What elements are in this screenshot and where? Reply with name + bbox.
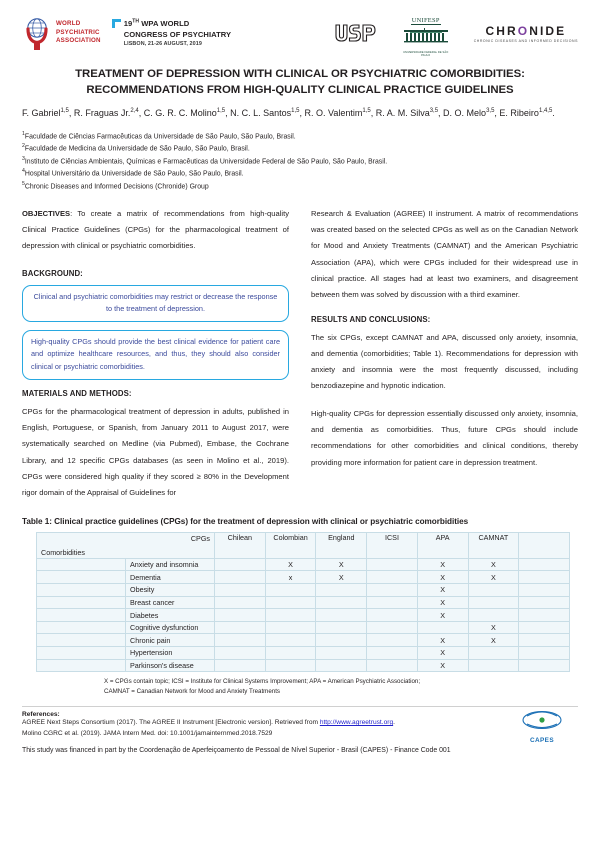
row-mark xyxy=(316,647,367,660)
table-row xyxy=(37,596,570,609)
usp-logo-icon xyxy=(334,22,378,44)
chronide-dot-icon: O xyxy=(517,23,530,38)
row-label: Anxiety and insomnia xyxy=(126,558,215,571)
table-row xyxy=(37,621,570,634)
reference-item-2: Molino CGRC et al. (2019). JAMA Intern Med. doi: 10.1001/jamainternmed.2018.7529 xyxy=(22,729,273,737)
table-row xyxy=(37,659,570,672)
row-trailing-cell xyxy=(519,571,570,584)
background-callout-1 xyxy=(22,285,289,322)
affiliation-item: $^5$Chronic Diseases and Informed Decisions (Chronide) Group xyxy=(22,180,209,191)
left-column xyxy=(22,206,289,501)
row-mark xyxy=(265,634,316,647)
row-mark xyxy=(265,609,316,622)
results-paragraph-2: High-quality CPGs for depression essentially discussed only anxiety, insomnia, and dementia as comorbidities. Thus, future CPGs should include recommendations for other comorbidities and clinical conditions, thereby providing more information for patient care in depression treatment. xyxy=(311,409,578,467)
wpa-logo xyxy=(22,16,101,50)
row-mark: X xyxy=(417,558,468,571)
row-mark xyxy=(215,609,266,622)
background-callout-2-text: High-quality CPGs should provide the best clinical evidence for patient care and optimize healthcare resources, and thus, they should also consider clinical or psychiatric comorbidities. xyxy=(31,336,280,371)
table-col-header-trailing xyxy=(519,532,570,558)
affiliation-item: $^3$Instituto de Ciências Ambientais, Químicas e Farmacêuticas da Universidade Federal de São Paulo, São Paulo, Brasil. xyxy=(22,155,388,166)
table-col-header-camnat: CAMNAT xyxy=(468,532,519,558)
methods-continued-text: Research & Evaluation (AGREE) II instrument. A matrix of recommendations was created based on the selected CPGs as well as on the Canadian Network for Mood and Anxiety Treatments (CAMNAT) and the American Psychiatric Association (APA), which were CPGs included for their widespread use in clinical practice. All stages had at least two examiners, and disagreement between them was solved by discussion with a third examiner. xyxy=(311,209,578,299)
results-conclusions-heading: RESULTS AND CONCLUSIONS: xyxy=(311,314,431,324)
row-mark xyxy=(215,596,266,609)
row-mark xyxy=(215,659,266,672)
row-mark xyxy=(468,647,519,660)
unifesp-logo xyxy=(400,9,452,57)
reference-item-1: AGREE Next Steps Consortium (2017). The AGREE II Instrument [Electronic version]. Retrieved from http://www.agreetrust.org. xyxy=(22,719,395,727)
row-mark xyxy=(417,621,468,634)
table-col-header-apa: APA xyxy=(417,532,468,558)
row-mark xyxy=(316,609,367,622)
table-corner-header xyxy=(37,532,215,558)
row-mark xyxy=(265,659,316,672)
row-mark: X xyxy=(316,558,367,571)
row-trailing-cell xyxy=(519,558,570,571)
row-mark: X xyxy=(417,659,468,672)
table-corner-cpgs-label: CPGs xyxy=(190,533,210,543)
affiliation-item: $^4$Hospital Universitário da Universidade de São Paulo, São Paulo, Brasil. xyxy=(22,168,244,178)
affiliation-item: $^2$Faculdade de Medicina da Universidade de São Paulo, São Paulo, Brasil. xyxy=(22,143,250,153)
body-columns xyxy=(22,206,578,501)
table-head xyxy=(37,532,570,558)
agreetrust-link[interactable]: http://www.agreetrust.org xyxy=(319,719,394,727)
background-callout-2 xyxy=(22,330,289,381)
row-trailing-cell xyxy=(519,584,570,597)
poster-title: TREATMENT OF DEPRESSION WITH CLINICAL OR PSYCHIATRIC COMORBIDITIES: RECOMMENDATIONS FROM HIGH-QUALITY CLINICAL PRACTICE GUIDELINES xyxy=(75,68,525,97)
row-trailing-cell xyxy=(519,609,570,622)
row-mark: X xyxy=(265,558,316,571)
cpg-comorbidities-table xyxy=(36,532,570,672)
row-trailing-cell xyxy=(519,621,570,634)
row-mark: X xyxy=(468,558,519,571)
background-callout-1-text: Clinical and psychiatric comorbidities may restrict or decrease the response to the treatment of depression. xyxy=(33,291,278,313)
unifesp-building-icon xyxy=(400,27,452,45)
row-label: Diabetes xyxy=(126,609,215,622)
row-label: Breast cancer xyxy=(126,596,215,609)
row-mark xyxy=(468,596,519,609)
row-mark xyxy=(265,584,316,597)
chronide-logo-name: CHRONIDE xyxy=(485,23,567,38)
row-mark xyxy=(215,621,266,634)
row-mark: X xyxy=(417,609,468,622)
row-mark: X xyxy=(468,571,519,584)
row-trailing-cell xyxy=(519,596,570,609)
row-mark xyxy=(215,647,266,660)
table-footnote-line-1: X = CPGs contain topic; ICSI = Institute for Clinical Systems Improvement; APA = American Psychiatric Association; xyxy=(104,678,421,686)
row-mark: x xyxy=(265,571,316,584)
partner-logos xyxy=(334,9,578,57)
table-corner-comorbidities-label: Comorbidities xyxy=(41,547,85,557)
wpa-logo-text xyxy=(56,20,101,47)
row-mark: X xyxy=(417,634,468,647)
objectives-label: OBJECTIVES xyxy=(22,209,71,219)
row-mark xyxy=(468,659,519,672)
table-body xyxy=(37,558,570,671)
row-indent-cell xyxy=(37,571,126,584)
row-label: Parkinson's disease xyxy=(126,659,215,672)
row-mark xyxy=(468,584,519,597)
row-label: Hypertension xyxy=(126,647,215,660)
references-section xyxy=(22,711,578,754)
row-trailing-cell xyxy=(519,647,570,660)
capes-logo-label: CAPES xyxy=(529,737,555,745)
row-mark xyxy=(367,584,418,597)
table-row xyxy=(37,571,570,584)
row-mark xyxy=(265,647,316,660)
table-row xyxy=(37,634,570,647)
table-col-header-colombian: Colombian xyxy=(265,532,316,558)
row-mark xyxy=(316,659,367,672)
row-indent-cell xyxy=(37,584,126,597)
row-mark xyxy=(367,596,418,609)
row-mark: X xyxy=(417,571,468,584)
row-mark xyxy=(316,634,367,647)
table-row xyxy=(37,647,570,660)
row-mark: X xyxy=(417,647,468,660)
materials-methods-heading: MATERIALS AND METHODS: xyxy=(22,389,132,399)
row-mark xyxy=(215,571,266,584)
row-indent-cell xyxy=(37,596,126,609)
row-indent-cell xyxy=(37,634,126,647)
results-paragraph-1: The six CPGs, except CAMNAT and APA, discussed only anxiety, insomnia, and dementia (comorbidities; Table 1). Recommendations for depression with anxiety and insomnia were the most frequently discussed, including benzodiazepine and hypnotic indication. xyxy=(311,332,578,391)
row-mark xyxy=(367,609,418,622)
row-indent-cell xyxy=(37,621,126,634)
row-mark xyxy=(367,571,418,584)
funding-statement: This study was financed in part by the Coordenação de Aperfeiçoamento de Pessoal de Nível Superior - Brasil (CAPES) - Finance Code 001 xyxy=(22,747,451,755)
congress-line-3: LISBON, 21-26 AUGUST, 2019 xyxy=(123,41,202,48)
row-label: Cognitive dysfunction xyxy=(126,621,215,634)
row-label: Dementia xyxy=(126,571,215,584)
row-mark xyxy=(265,621,316,634)
table-col-header-icsi: ICSI xyxy=(367,532,418,558)
row-mark: X xyxy=(316,571,367,584)
affiliation-list xyxy=(22,130,578,192)
row-mark xyxy=(215,584,266,597)
wpa-line-1: WORLD xyxy=(56,19,81,27)
row-label: Chronic pain xyxy=(126,634,215,647)
unifesp-logo-subtitle: UNIVERSIDADE FEDERAL DE SÃO PAULO xyxy=(403,51,449,57)
background-heading: BACKGROUND: xyxy=(22,268,83,278)
congress-line-1: 19TH WPA WORLD xyxy=(123,18,190,28)
materials-methods-text: CPGs for the pharmacological treatment of depression in adults, published in English, Portuguese, or Spanish, from January 2011 to August 2017, were systematically searched on Medline (via Pubmed), Embase, the Cochrane Library, and 12 specific CPGs databases (as seen in Molino et al., 2019). CPGs were considered high quality if they scored ≥ 80% in the Development rigor domain of the Appraisal of Guidelines for xyxy=(22,407,289,497)
row-indent-cell xyxy=(37,558,126,571)
row-mark xyxy=(367,634,418,647)
row-trailing-cell xyxy=(519,659,570,672)
references-heading: References: xyxy=(22,711,60,719)
unifesp-logo-title: UNIFESP xyxy=(411,17,440,24)
row-mark xyxy=(367,659,418,672)
row-mark: X xyxy=(417,596,468,609)
chronide-logo xyxy=(474,24,578,43)
table-col-header-england: England xyxy=(316,532,367,558)
table-footnote-line-2: CAMNAT = Canadian Network for Mood and Anxiety Treatments xyxy=(104,688,281,696)
objectives-paragraph xyxy=(22,206,289,254)
table-row xyxy=(37,584,570,597)
objectives-text: : To create a matrix of recommendations from high-quality Clinical Practice Guidelines (CPGs) for the pharmacological treatment of depression with clinical or psychiatric comorbidities. xyxy=(22,209,289,251)
logo-bar xyxy=(22,0,578,58)
congress-line-2: CONGRESS OF PSYCHIATRY xyxy=(123,29,232,39)
table-row xyxy=(37,558,570,571)
row-indent-cell xyxy=(37,659,126,672)
row-mark: X xyxy=(468,621,519,634)
wpa-line-3: ASSOCIATION xyxy=(56,37,101,45)
row-indent-cell xyxy=(37,609,126,622)
right-column xyxy=(311,206,578,501)
congress-logo xyxy=(112,18,231,49)
row-mark xyxy=(215,634,266,647)
affiliation-item: $^1$Faculdade de Ciências Farmacêuticas da Universidade de São Paulo, São Paulo, Brasil. xyxy=(22,130,296,141)
chronide-logo-tagline: CHRONIC DISEASES AND INFORMED DECISIONS xyxy=(473,38,578,43)
capes-emblem-icon xyxy=(521,709,563,731)
row-mark: X xyxy=(468,634,519,647)
row-mark xyxy=(468,609,519,622)
references-divider xyxy=(22,706,578,707)
wpa-globe-psi-icon xyxy=(22,16,52,50)
row-label: Obesity xyxy=(126,584,215,597)
congress-corner-mark-icon xyxy=(112,19,121,28)
capes-logo xyxy=(520,709,564,744)
author-list: F. Gabriel$^{1,5}$, R. Fraguas Jr.$^{2,4}$, C. G. R. C. Molino$^{1,5}$, N. C. L. Santos$^{1,5}$, R. O. Valentim$^{1,5}$, R. A. M. Silva$^{3,5}$, D. O. Melo$^{3,5}$, E. Ribeiro$^{1,4,5}$. xyxy=(22,108,555,119)
row-trailing-cell xyxy=(519,634,570,647)
row-indent-cell xyxy=(37,647,126,660)
row-mark xyxy=(367,621,418,634)
row-mark xyxy=(316,621,367,634)
row-mark xyxy=(367,558,418,571)
table-header-row xyxy=(37,532,570,558)
table-footnote xyxy=(104,677,578,697)
row-mark xyxy=(215,558,266,571)
row-mark: X xyxy=(417,584,468,597)
row-mark xyxy=(316,584,367,597)
row-mark xyxy=(316,596,367,609)
table-col-header-chilean: Chilean xyxy=(215,532,266,558)
wpa-line-2: PSYCHIATRIC xyxy=(56,28,100,36)
table-row xyxy=(37,609,570,622)
table-caption: Table 1: Clinical practice guidelines (CPGs) for the treatment of depression with clinical or psychiatric comorbidities xyxy=(22,516,469,526)
row-mark xyxy=(265,596,316,609)
row-mark xyxy=(367,647,418,660)
